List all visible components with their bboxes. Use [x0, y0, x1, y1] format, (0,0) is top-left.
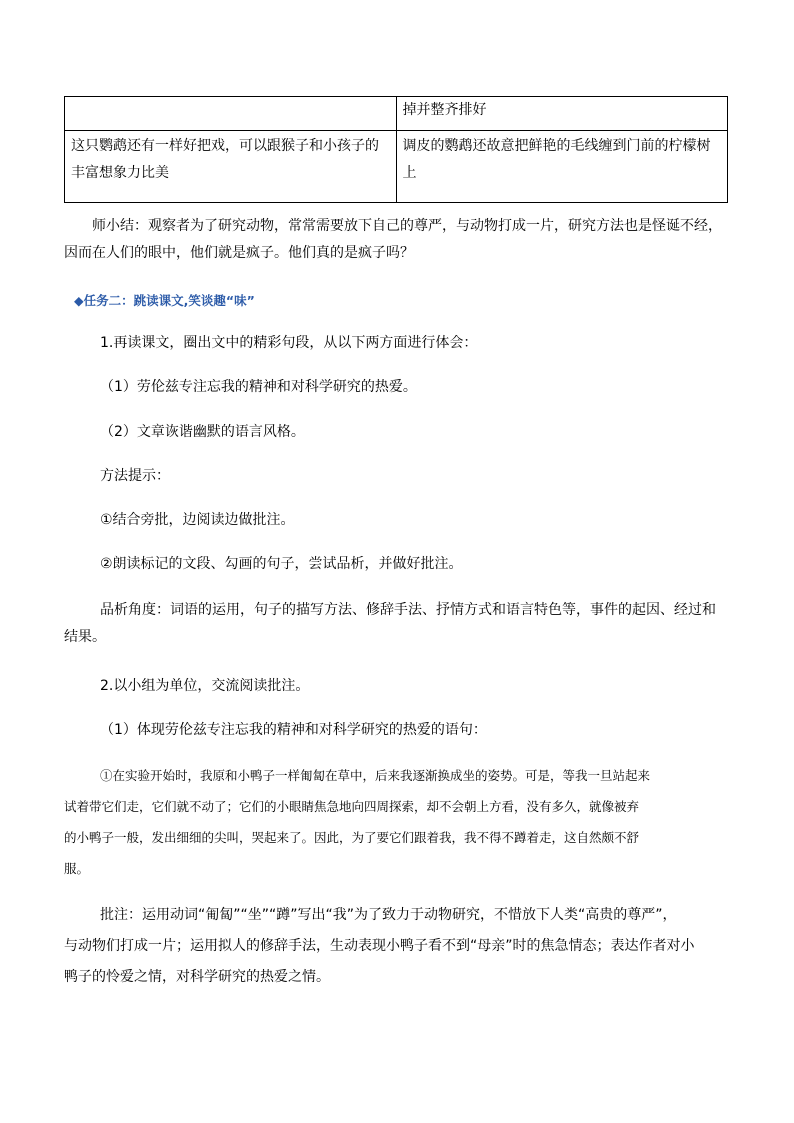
table-cell — [396, 131, 728, 203]
annotation-line: 与动物们打成一片；运用拟人的修辞手法，生动表现小鸭子看不到“母亲”时的焦急情态；表达作者对小 — [64, 938, 695, 954]
annotation-block — [64, 900, 744, 993]
angle-paragraph — [64, 597, 744, 651]
angle-line: 结果。 — [64, 629, 106, 645]
quote-block — [64, 760, 744, 884]
annotation-line: 鸭子的怜爱之情，对科学研究的热爱之情。 — [64, 969, 330, 985]
item-1b: （2）文章诙谐幽默的语言风格。 — [100, 424, 305, 440]
summary-paragraph — [64, 213, 744, 267]
cell-line: 调皮的鹦鹉还故意把鲜艳的毛线缠到门前的柠檬树 — [402, 138, 711, 154]
cell-line: 这只鹦鹉还有一样好把戏，可以跟猴子和小孩子的 — [71, 138, 379, 154]
table-row — [65, 97, 728, 131]
cell-line: 丰富想象力比美 — [71, 165, 169, 181]
diamond-icon: ◆ — [74, 293, 84, 308]
item-2a: （1）体现劳伦兹专注忘我的精神和对科学研究的热爱的语句： — [100, 722, 487, 738]
table-cell — [65, 97, 397, 131]
table-cell: 掉并整齐排好 — [396, 97, 728, 131]
summary-line: 师小结：观察者为了研究动物，常常需要放下自己的尊严，与动物打成一片，研究方法也是怪诞不经， — [92, 218, 722, 234]
method-1: ①结合旁批，边阅读边做批注。 — [100, 512, 295, 528]
cell-line: 上 — [402, 165, 417, 181]
angle-line: 品析角度：词语的运用，句子的描写方法、修辞手法、抒情方式和语言特色等，事件的起因、经过和 — [100, 602, 716, 618]
summary-line: 因而在人们的眼中，他们就是疯子。他们真的是疯子吗？ — [64, 245, 414, 261]
quote-line: 服。 — [64, 861, 90, 876]
table-row — [65, 131, 728, 203]
quote-line: ①在实验开始时，我原和小鸭子一样匍匐在草中，后来我逐渐换成坐的姿势。可是，等我一旦站起来 — [100, 768, 651, 783]
item-1: 1.再读课文，圈出文中的精彩句段，从以下两方面进行体会： — [100, 335, 478, 351]
task-heading — [74, 287, 734, 314]
method-title: 方法提示： — [100, 468, 170, 484]
method-2: ②朗读标记的文段、勾画的句子，尝试品析，并做好批注。 — [100, 556, 463, 572]
item-1a: （1）劳伦兹专注忘我的精神和对科学研究的热爱。 — [100, 379, 417, 395]
comparison-table — [64, 96, 728, 203]
item-2: 2.以小组为单位，交流阅读批注。 — [100, 678, 310, 694]
annotation-line: 批注：运用动词“匍匐”“坐”“蹲”写出“我”为了致力于动物研究，不惜放下人类“高贵的尊严”， — [100, 907, 677, 923]
quote-line: 的小鸭子一般，发出细细的尖叫，哭起来了。因此，为了要它们跟着我，我不得不蹲着走，这自然颇不舒 — [64, 830, 640, 845]
task-title: 任务二：跳读课文,笑谈趣“味” — [83, 293, 255, 308]
quote-line: 试着带它们走，它们就不动了；它们的小眼睛焦急地向四周探索，却不会朝上方看，没有多久，就像被弃 — [64, 799, 640, 814]
table-cell — [65, 131, 397, 203]
